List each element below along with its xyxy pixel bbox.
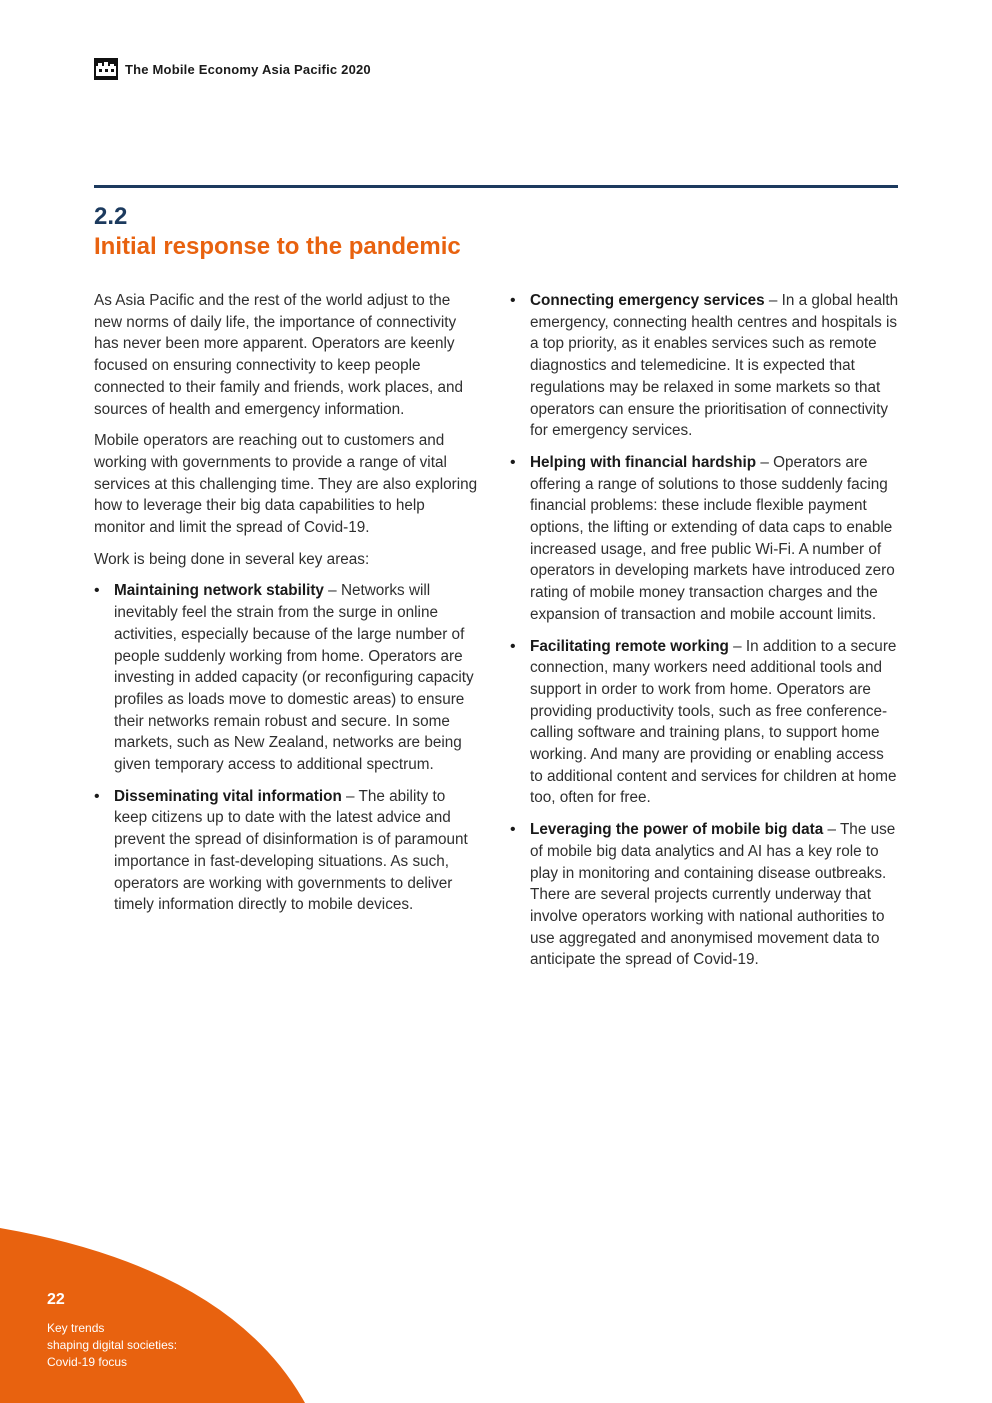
key-areas-list bbox=[94, 580, 480, 916]
footer-section-label bbox=[47, 1320, 177, 1371]
list-item bbox=[510, 819, 900, 971]
list-item-title: Disseminating vital information bbox=[114, 787, 342, 805]
list-item-title: Maintaining network stability bbox=[114, 582, 324, 600]
body-paragraph: Mobile operators are reaching out to customers and working with governments to provide a range of vital services at this challenging time. They are also exploring how to leverage their big data capabilities to help monitor and limit the spread of Covid-19. bbox=[94, 432, 478, 537]
left-column bbox=[94, 290, 480, 926]
list-item-title: Leveraging the power of mobile big data bbox=[530, 821, 824, 839]
list-item-title: Connecting emergency services bbox=[530, 292, 765, 309]
list-item bbox=[510, 290, 900, 442]
list-item-text: – Operators are offering a range of solutions to those suddenly facing financial problems: these include flexible payment options, the lifting or extending of data caps to enable increased usage, and free public Wi-Fi. A number of operators in developing markets have introduced zero rating of mobile money transaction charges and the expansion of transaction and mobile account limits. bbox=[530, 453, 895, 623]
footer-line: Covid-19 focus bbox=[47, 1355, 128, 1369]
section-number: 2.2 bbox=[94, 203, 128, 230]
list-item-title: Helping with financial hardship bbox=[530, 453, 757, 471]
list-item-text: – In addition to a secure connection, many workers need additional tools and support in order to work from home. Operators are providing productivity tools, such as free conference-calling software and training plans, to support home working. And many are providing or enabling access to additional content and services for children at home too, often for free. bbox=[530, 637, 897, 807]
intro-paragraph: As Asia Pacific and the rest of the world adjust to the new norms of daily life, the importance of connectivity has never been more apparent. Operators are keenly focused on ensuring connectivity to keep people connected to their family and friends, work places, and sources of health and emergency information. bbox=[94, 292, 464, 418]
gsma-logo-icon bbox=[94, 58, 118, 80]
list-item-text: – In a global health emergency, connecting health centres and hospitals is a top priority, as it enables services such as remote diagnostics and telemedicine. It is expected that regulations may be relaxed in some markets so that operators can ensure the prioritisation of connectivity for emergency services. bbox=[530, 292, 899, 440]
key-areas-list-continued bbox=[510, 290, 900, 971]
list-intro: Work is being done in several key areas: bbox=[94, 550, 370, 568]
list-item-text: – The use of mobile big data analytics and AI has a key role to play in monitoring and containing disease outbreaks. There are several projects currently underway that involve operators working with national authorities to use aggregated and anonymised movement data to anticipate the spread of Covid-19. bbox=[530, 821, 896, 969]
footer-line: Key trends bbox=[47, 1321, 105, 1335]
footer-line: shaping digital societies: bbox=[47, 1338, 178, 1352]
list-item-title: Facilitating remote working bbox=[530, 637, 729, 655]
right-column bbox=[510, 290, 900, 981]
section-divider bbox=[94, 185, 898, 188]
page-number: 22 bbox=[47, 1291, 65, 1308]
footer-corner-shape bbox=[0, 1228, 310, 1403]
list-item bbox=[94, 580, 480, 775]
document-title: The Mobile Economy Asia Pacific 2020 bbox=[125, 61, 371, 77]
section-title: Initial response to the pandemic bbox=[94, 233, 461, 260]
list-item bbox=[510, 636, 900, 810]
list-item-text: – Networks will inevitably feel the strain from the surge in online activities, especially because of the large number of people suddenly working from home. Operators are investing in added capacity (or reconfiguring capacity profiles as loads move to domestic areas) to ensure their networks remain robust and secure. In some markets, such as New Zealand, networks are being given temporary access to additional spectrum. bbox=[114, 582, 474, 774]
list-item bbox=[510, 452, 900, 626]
page-header bbox=[94, 58, 371, 80]
list-item-text: – The ability to keep citizens up to date with the latest advice and prevent the spread of disinformation is of paramount importance in fast-developing situations. As such, operators are working with governments to deliver timely information directly to mobile devices. bbox=[114, 787, 468, 914]
list-item bbox=[94, 786, 480, 916]
